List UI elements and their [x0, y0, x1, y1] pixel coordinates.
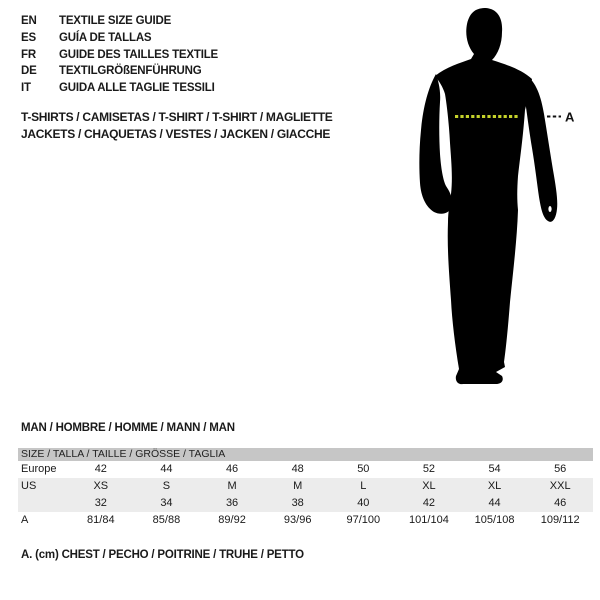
- language-label: GUIDE DES TAILLES TEXTILE: [59, 48, 218, 61]
- category-line-jackets: JACKETS / CHAQUETAS / VESTES / JACKEN / GIACCHE: [21, 127, 331, 141]
- language-label: TEXTILGRÖßENFÜHRUNG: [59, 65, 202, 78]
- size-table-row: [18, 495, 593, 512]
- language-code: DE: [21, 65, 37, 78]
- language-code: IT: [21, 82, 31, 95]
- language-title-list: [21, 13, 218, 96]
- size-cell: 56: [554, 463, 567, 475]
- size-cell: 52: [422, 463, 436, 475]
- row-label: [18, 495, 68, 512]
- language-row: [21, 13, 218, 30]
- size-table-row: [18, 478, 593, 495]
- size-cell: 48: [291, 463, 304, 475]
- language-code: ES: [21, 32, 36, 45]
- size-cell: 93/96: [283, 514, 312, 526]
- size-cell: 34: [160, 497, 173, 509]
- size-cell: 85/88: [152, 514, 181, 526]
- language-row: [21, 63, 218, 80]
- size-cell: 109/112: [540, 514, 580, 526]
- size-table-header: SIZE / TALLA / TAILLE / GRÖSSE / TAGLIA: [18, 448, 593, 461]
- man-silhouette-icon: [410, 0, 600, 400]
- category-line-tshirts: T-SHIRTS / CAMISETAS / T-SHIRT / T-SHIRT / MAGLIETTE: [21, 110, 333, 124]
- language-label: GUÍA DE TALLAS: [59, 32, 152, 45]
- size-cell: 42: [422, 497, 436, 509]
- size-cell: 89/92: [218, 514, 246, 526]
- row-label: A: [21, 514, 29, 526]
- size-table: [18, 448, 593, 529]
- size-cell: XXL: [549, 480, 571, 492]
- row-label: US: [21, 480, 37, 492]
- measurement-footnote: A. (cm) CHEST / PECHO / POITRINE / TRUHE / PETTO: [21, 549, 304, 561]
- section-title-man: MAN / HOMBRE / HOMME / MANN / MAN: [21, 422, 235, 434]
- language-row: [21, 46, 218, 63]
- size-cell: 101/104: [409, 514, 449, 526]
- row-label: Europe: [21, 463, 57, 475]
- language-row: [21, 80, 218, 97]
- size-cell: 36: [225, 497, 239, 509]
- size-cell: 50: [357, 463, 370, 475]
- size-cell: M: [293, 480, 303, 492]
- size-cell: XL: [422, 480, 436, 492]
- size-cell: 44: [488, 497, 501, 509]
- language-row: [21, 30, 218, 47]
- garment-categories: [21, 109, 333, 143]
- language-code: EN: [21, 15, 37, 28]
- size-cell: 32: [94, 497, 107, 509]
- size-cell: 46: [554, 497, 567, 509]
- size-cell: 38: [291, 497, 304, 509]
- size-cell: XL: [487, 480, 502, 492]
- language-label: GUIDA ALLE TAGLIE TESSILI: [59, 82, 215, 95]
- thumb-notch: [548, 206, 551, 212]
- size-cell: 40: [357, 497, 370, 509]
- size-cell: XS: [93, 480, 109, 492]
- size-cell: 54: [488, 463, 501, 475]
- language-code: FR: [21, 48, 36, 61]
- size-cell: 97/100: [346, 514, 381, 526]
- size-table-row: [18, 512, 593, 529]
- silhouette-right-arm: [525, 75, 558, 222]
- size-cell: 105/108: [474, 514, 515, 526]
- measure-label-a: A: [565, 109, 575, 125]
- size-cell: 46: [225, 463, 239, 475]
- size-cell: M: [227, 480, 237, 492]
- size-cell: 44: [160, 463, 173, 475]
- size-cell: L: [360, 480, 367, 492]
- size-table-row: [18, 461, 593, 478]
- size-cell: 42: [94, 463, 107, 475]
- size-cell: S: [162, 480, 171, 492]
- language-label: TEXTILE SIZE GUIDE: [59, 15, 172, 28]
- size-cell: 81/84: [87, 514, 115, 526]
